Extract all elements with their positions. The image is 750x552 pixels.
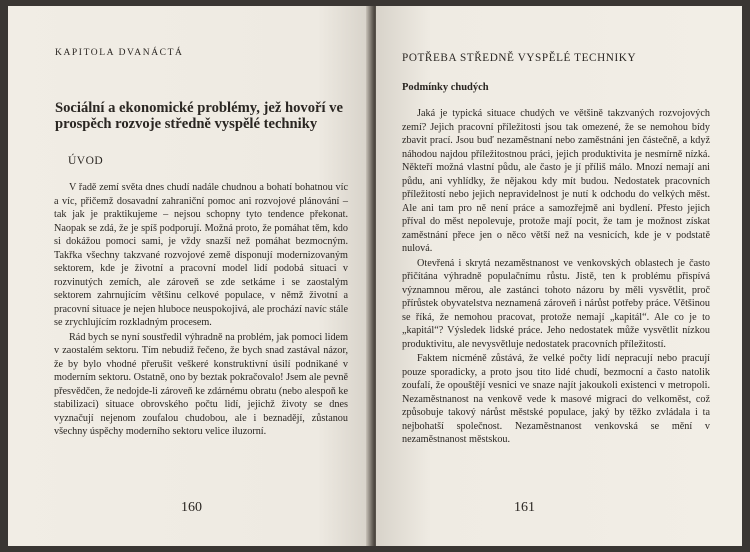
page-number-left: 160 [181, 500, 202, 515]
paragraph: Jaká je typická situace chudých ve většině takzvaných rozvojových zemí? Jejich pracovní příležitosti jsou tak omezené, že se nemohou bídy zbavit prací. Jsou buď nezaměstnaní nebo zaměstnáni jen částečně, a když náhodou najdou příležitostnou práci, jejich produktivita je nesmírně nízká. Někteří možná vlastní půdu, ale často je jí příliš málo. Mnozí nemají ani půdu, ani vyhlídky, že nějakou kdy mít budou. Nedostatek pracovních příležitostí nebo jejich nepravidelnost je nutí k odchodu do velkých měst. Ale ani tam pro ně není práce a samozřejmě ani bydlení. Přesto jejich příval do měst nepolevuje, protože mají pocit, že tam je možnost získat zaměstnání přece jen o něco větší než na vesnicích, kde je v podstatě nulová. [402, 108, 710, 254]
right-body-text [402, 107, 710, 447]
chapter-title: Sociální a ekonomické problémy, jež hovoří ve prospěch rozvoje středně vyspělé techniky [55, 100, 343, 132]
running-head-left: KAPITOLA DVANÁCTÁ [55, 48, 184, 58]
paragraph: Rád bych se nyní soustředil výhradně na problém, jak pomoci lidem v zaostalém sektoru. Tím nebudiž řečeno, že bych snad zastával názor, že by bylo vhodné přerušit veškeré konstruktivní úsilí podnikané v moderním sektoru. Ostatně, ono by beztak pokračovalo! Jsem ale pevně přesvědčen, že nedojde-li zároveň ke zdárnému obratu (nebo alespoň ke stabilizaci) situace obrovského počtu lidí, jejichž životy se dnes vyznačují nejenom zoufalou chudobou, ale i beznadějí, zůstanou všechny úspěchy moderního sektoru velice iluzorní. [54, 331, 348, 437]
left-page [8, 6, 372, 546]
left-body-text [54, 181, 348, 439]
section-heading: ÚVOD [68, 155, 104, 167]
right-page [376, 6, 742, 546]
paragraph: Otevřená i skrytá nezaměstnanost ve venkovských oblastech je často přičítána výhradně populačnímu růstu. Jistě, ten k problému přispívá významnou měrou, ale zastánci tohoto názoru by měli vysvětlit, proč přírůstek obyvatelstva neznamená zároveň i nárůst potřeby práce. Většinou se říká, že nemohou pracovat, protože nemají „kapitál“. Ale co je to „kapitál“? Výsledek lidské práce. Jeho nedostatek může vysvětlit nízkou produktivitu, ale nevysvětluje nedostatek pracovních příležitostí. [402, 257, 710, 350]
paragraph: Faktem nicméně zůstává, že velké počty lidí nepracují nebo pracují pouze sporadicky, a proto jsou tito lidé chudí, bezmocní a často natolik zoufalí, že opouštějí vesnici ve snaze najít jakoukoli existenci v metropoli. Nezaměstnanost na venkově vede k masové migraci do velkoměst, což způsobuje takový nárůst městské populace, jaký by těžko zvládala i ta nejbohatší společnost. Nezaměstnanost venkovská se mění v nezaměstnanost městskou. [402, 353, 710, 445]
running-head-right: POTŘEBA STŘEDNĚ VYSPĚLÉ TECHNIKY [402, 52, 637, 64]
paragraph: V řadě zemí světa dnes chudí nadále chudnou a bohatí bohatnou víc a víc, přičemž dosavadní zahraniční pomoc ani rozvojové plánování – tak jak je praktikujeme – nejsou schopny tyto tendence překonat. Naopak se zdá, že je spíš podporují. Možná proto, že pomáhat těm, kdo si dokážou pomoci sami, je vždy snazší než pomáhat bezmocným. Takřka všechny takzvané rozvojové země disponují modernizovaným sektorem, kde je životní a pracovní model lidí podobá situaci v rozvinutých zemích, ale zároveň se zde setkáme i se zaostalým sektorem zahrnujícím většinu celkové populace, v němž životní a pracovní situace je nejen hluboce neuspokojivá, ale prochází navíc stále se zrychlujícím rozkladným procesem. [54, 182, 348, 328]
book-spread [8, 6, 742, 546]
page-number-right: 161 [514, 500, 535, 515]
subheading: Podmínky chudých [402, 82, 489, 93]
